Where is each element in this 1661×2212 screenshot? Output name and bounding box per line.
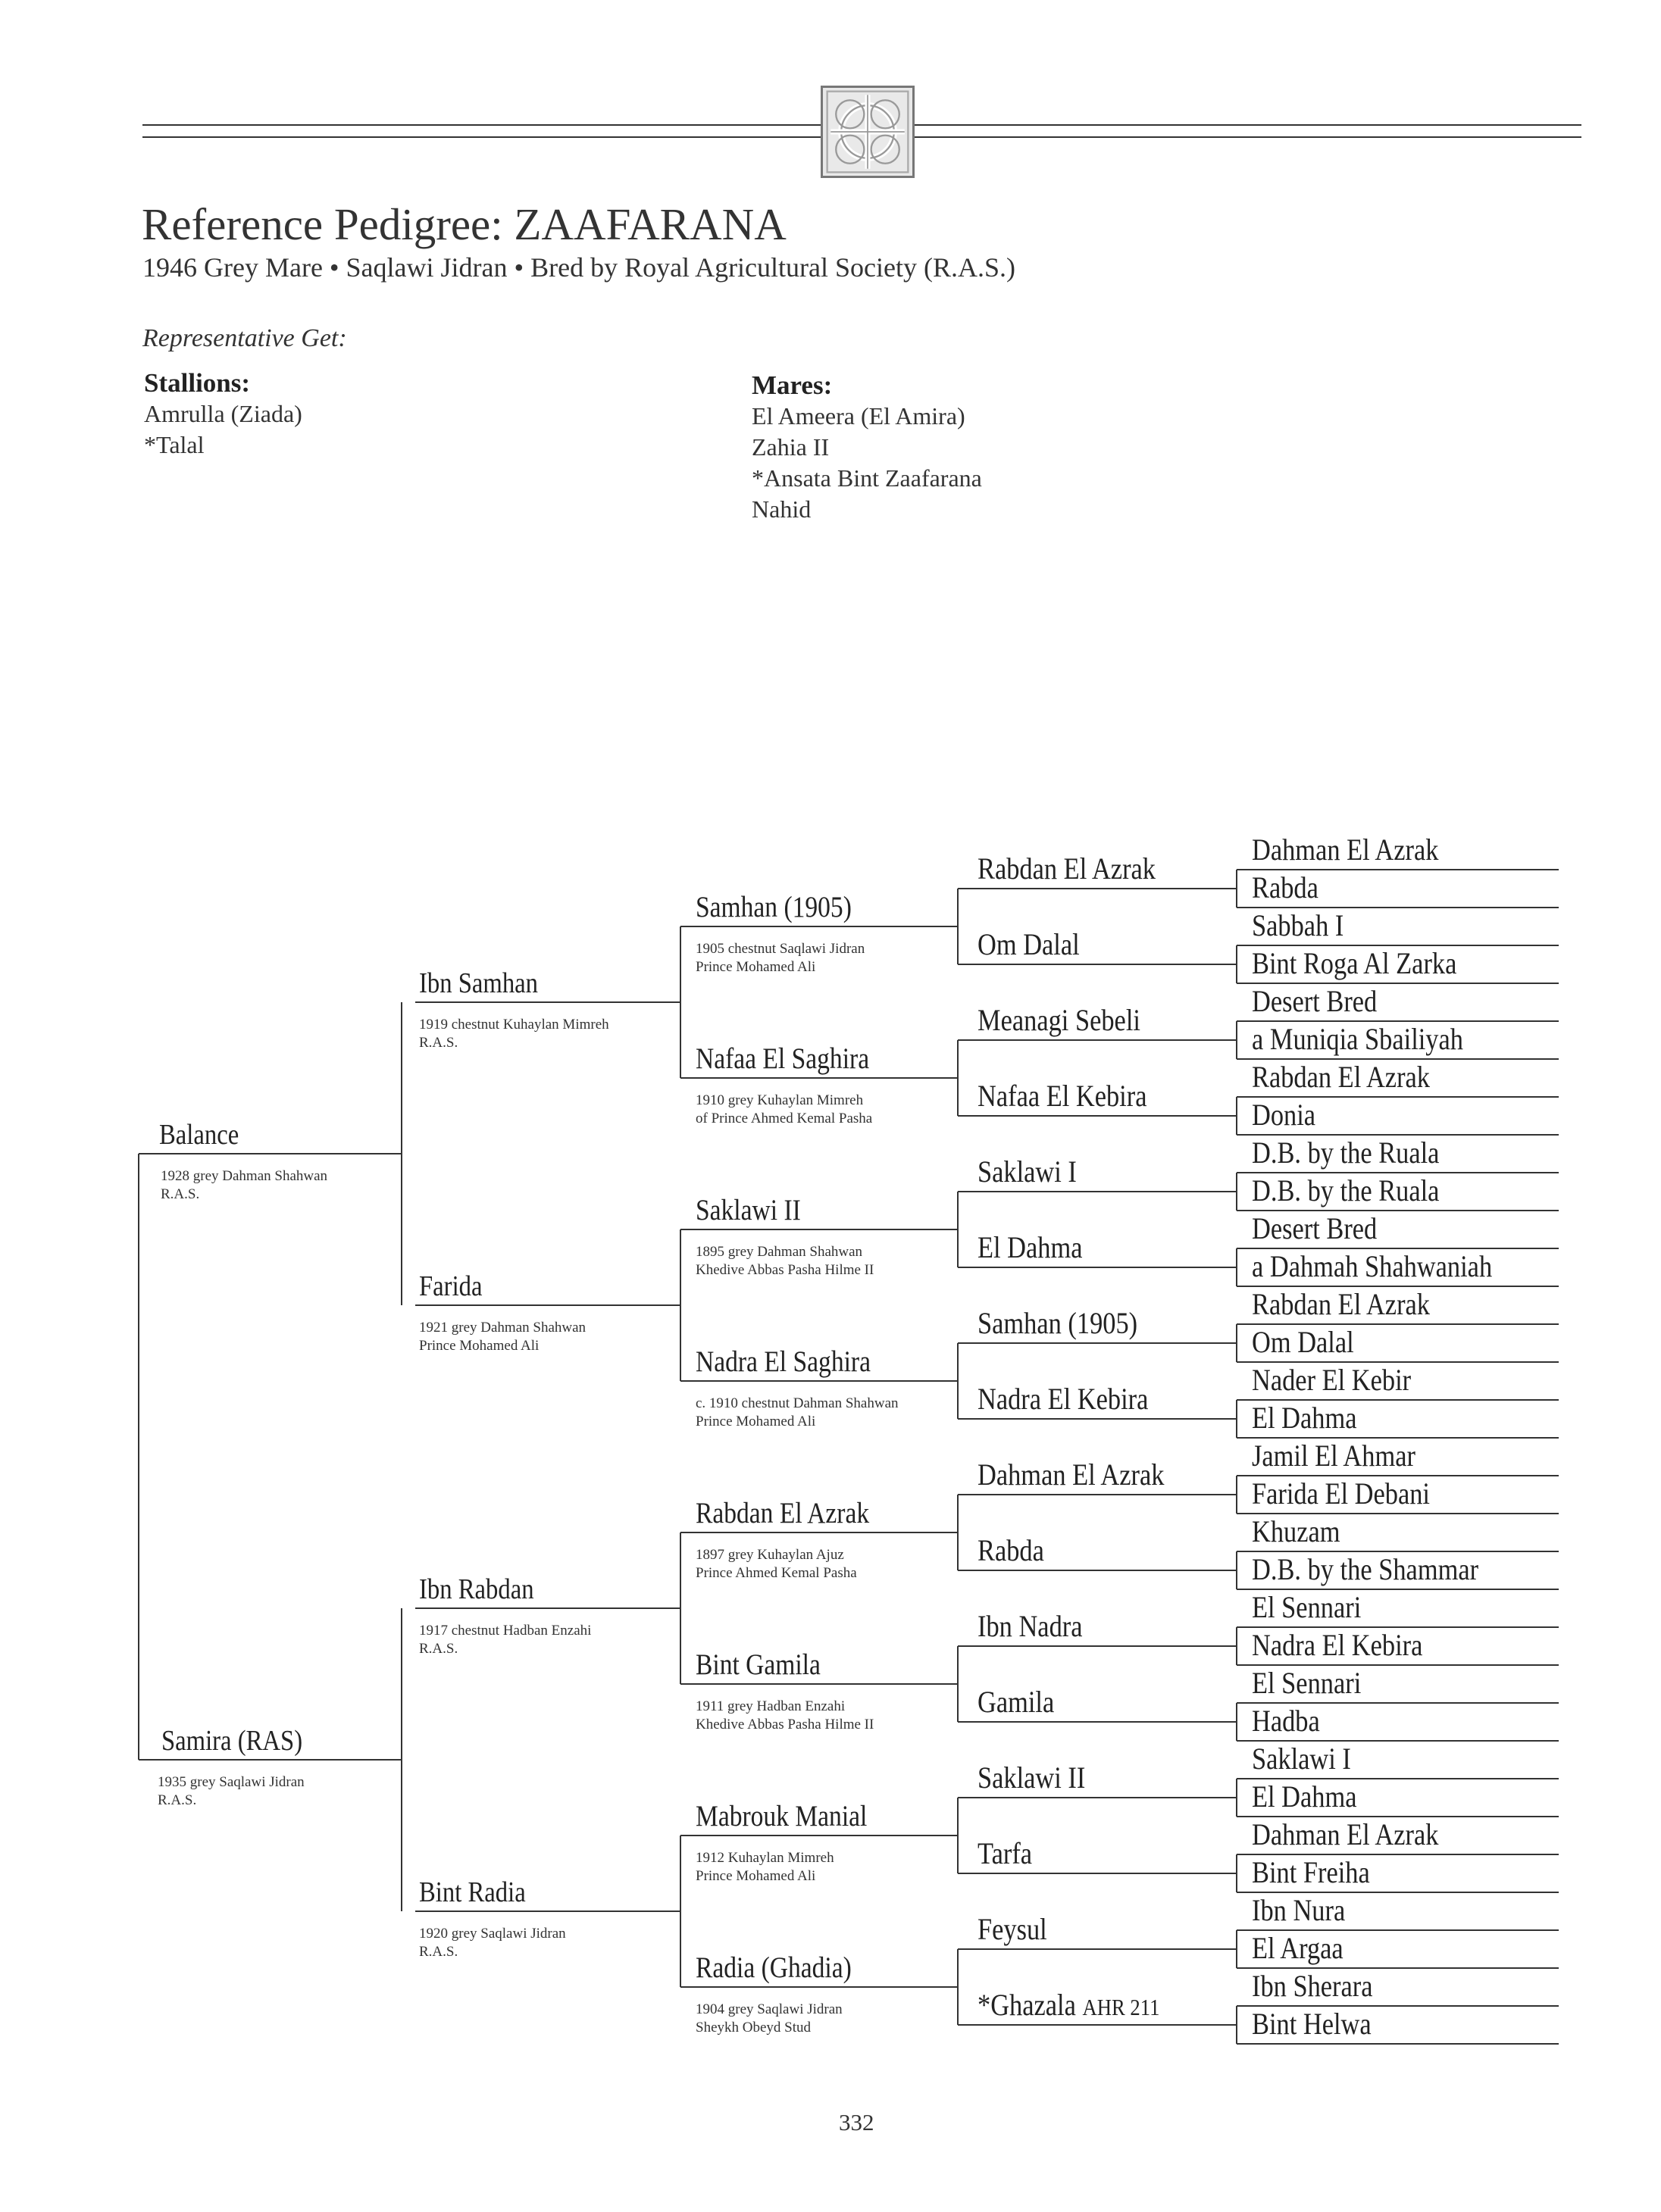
gen3-name: Samhan (1905) [696, 891, 852, 923]
gen2-note [419, 1925, 566, 1961]
gen5-name: Nader El Kebir [1252, 1363, 1412, 1397]
gen5-name: Sabbah I [1252, 908, 1344, 942]
gen4-name: Dahman El Azrak [978, 1457, 1165, 1492]
gen3-note [696, 1849, 834, 1886]
note-line: R.A.S. [158, 1792, 197, 1808]
gen4-name: Feysul [978, 1912, 1047, 1946]
gen2-note [419, 1622, 591, 1658]
gen5-name: Saklawi I [1252, 1742, 1351, 1776]
note-line: R.A.S. [419, 1944, 458, 1960]
note-line: 1917 chestnut Hadban Enzahi [419, 1623, 592, 1639]
gen5-name: D.B. by the Ruala [1252, 1136, 1440, 1170]
gen5-name: a Muniqia Sbailiyah [1252, 1022, 1463, 1056]
gen4-name: Saklawi II [978, 1761, 1086, 1795]
gen5-name: Ibn Sherara [1252, 1969, 1373, 2003]
note-line: Khedive Abbas Pasha Hilme II [696, 1262, 874, 1278]
note-line: R.A.S. [161, 1186, 200, 1202]
gen5-name: a Dahmah Shahwaniah [1252, 1249, 1493, 1283]
registry-number: AHR 211 [1082, 1994, 1160, 2020]
gen5-name: Nadra El Kebira [1252, 1628, 1423, 1662]
mare-item: *Ansata Bint Zaafarana [752, 464, 982, 492]
stallion-item: *Talal [144, 431, 205, 458]
gen5-name: Rabdan El Azrak [1252, 1060, 1430, 1094]
gen4-name-text: *Ghazala [978, 1988, 1076, 2022]
gen3-note [696, 1395, 899, 1431]
gen3-note [696, 1698, 874, 1734]
gen2-name: Ibn Rabdan [419, 1573, 534, 1605]
gen5-name: Hadba [1252, 1704, 1320, 1738]
note-line: 1910 grey Kuhaylan Mimreh [696, 1092, 864, 1108]
gen3-note [696, 1243, 874, 1279]
page-subtitle: 1946 Grey Mare • Saqlawi Jidran • Bred by Royal Agricultural Society (R.A.S.) [142, 252, 1015, 283]
gen5-name: Farida El Debani [1252, 1476, 1430, 1511]
mare-item: Zahia II [752, 433, 830, 461]
gen5-name: Bint Roga Al Zarka [1252, 946, 1457, 980]
note-line: Prince Mohamed Ali [696, 959, 816, 975]
note-line: Prince Mohamed Ali [696, 1868, 816, 1884]
mare-item: El Ameera (El Amira) [752, 402, 965, 430]
gen2-name: Farida [419, 1270, 483, 1302]
gen5-name: Bint Freiha [1252, 1855, 1370, 1889]
gen5-name: Dahman El Azrak [1252, 1817, 1439, 1851]
gen5-name: Ibn Nura [1252, 1893, 1346, 1927]
gen5-name: El Dahma [1252, 1779, 1357, 1814]
note-line: 1911 grey Hadban Enzahi [696, 1698, 846, 1714]
gen5-name: Dahman El Azrak [1252, 833, 1439, 867]
gen3-name: Nadra El Saghira [696, 1345, 871, 1378]
dam-name: Samira (RAS) [161, 1725, 303, 1757]
note-line: 1895 grey Dahman Shahwan [696, 1244, 863, 1260]
gen5-name: El Argaa [1252, 1931, 1344, 1965]
gen3-name: Mabrouk Manial [696, 1800, 868, 1832]
gen2-name: Bint Radia [419, 1876, 526, 1908]
gen5-name: El Dahma [1252, 1401, 1357, 1435]
gen2-note [419, 1319, 586, 1355]
note-line: 1904 grey Saqlawi Jidran [696, 2001, 843, 2017]
gen3-name: Rabdan El Azrak [696, 1497, 870, 1529]
gen3-note [696, 1092, 872, 1128]
gen5-name: D.B. by the Shammar [1252, 1552, 1479, 1586]
gen4-name [978, 1990, 1159, 2020]
gen2-name: Ibn Samhan [419, 967, 539, 999]
note-line: 1912 Kuhaylan Mimreh [696, 1850, 834, 1866]
note-line: 1928 grey Dahman Shahwan [161, 1168, 328, 1184]
gen3-note [696, 940, 865, 976]
stallion-item: Amrulla (Ziada) [144, 400, 302, 427]
note-line: of Prince Ahmed Kemal Pasha [696, 1111, 873, 1126]
note-line: 1921 grey Dahman Shahwan [419, 1320, 587, 1336]
dam-note [158, 1773, 305, 1810]
gen4-name: Nadra El Kebira [978, 1382, 1149, 1416]
note-line: Prince Mohamed Ali [696, 1414, 816, 1429]
note-line: Prince Ahmed Kemal Pasha [696, 1565, 857, 1581]
gen5-name: El Sennari [1252, 1590, 1362, 1624]
gen3-note [696, 1546, 857, 1582]
gen5-name: Desert Bred [1252, 1211, 1378, 1245]
page-number: 332 [839, 2109, 874, 2135]
gen4-name: Saklawi I [978, 1154, 1077, 1189]
mare-item: Nahid [752, 495, 812, 523]
gen5-name: D.B. by the Ruala [1252, 1173, 1440, 1208]
note-line: Sheykh Obeyd Stud [696, 2020, 811, 2035]
note-line: Prince Mohamed Ali [419, 1338, 540, 1354]
note-line: Khedive Abbas Pasha Hilme II [696, 1717, 874, 1732]
gen5-name: Desert Bred [1252, 984, 1378, 1018]
gen5-name: Bint Helwa [1252, 2007, 1372, 2041]
gen4-name: Tarfa [978, 1836, 1033, 1870]
gen5-name: Rabdan El Azrak [1252, 1287, 1430, 1321]
note-line: R.A.S. [419, 1641, 458, 1657]
gen4-name: Samhan (1905) [978, 1306, 1138, 1340]
sire-note [161, 1167, 327, 1204]
gen3-note [696, 2001, 843, 2037]
gen5-name: El Sennari [1252, 1666, 1362, 1700]
gen5-name: Khuzam [1252, 1514, 1340, 1548]
gen3-name: Saklawi II [696, 1194, 801, 1226]
gen4-name: Rabdan El Azrak [978, 851, 1156, 886]
gen4-name: Gamila [978, 1685, 1055, 1719]
gen4-name: Om Dalal [978, 927, 1080, 961]
gen4-name: Rabda [978, 1533, 1044, 1567]
note-line: 1920 grey Saqlawi Jidran [419, 1926, 566, 1942]
note-line: c. 1910 chestnut Dahman Shahwan [696, 1395, 899, 1411]
note-line: 1919 chestnut Kuhaylan Mimreh [419, 1017, 609, 1033]
note-line: 1897 grey Kuhaylan Ajuz [696, 1547, 844, 1563]
gen2-note [419, 1016, 609, 1052]
representative-get-label: Representative Get: [142, 324, 347, 352]
stallions-heading: Stallions: [144, 368, 251, 398]
gen5-name: Rabda [1252, 870, 1318, 904]
gen3-name: Bint Gamila [696, 1648, 821, 1681]
page-title: Reference Pedigree: ZAAFARANA [142, 199, 787, 249]
gen3-name: Radia (Ghadia) [696, 1951, 852, 1984]
sire-name: Balance [159, 1119, 239, 1151]
gen5-name: Donia [1252, 1098, 1316, 1132]
note-line: 1905 chestnut Saqlawi Jidran [696, 941, 865, 957]
gen5-name: Jamil El Ahmar [1252, 1439, 1415, 1473]
mares-heading: Mares: [752, 370, 833, 400]
gen4-name: Nafaa El Kebira [978, 1079, 1147, 1113]
gen4-name: Meanagi Sebeli [978, 1003, 1140, 1037]
note-line: 1935 grey Saqlawi Jidran [158, 1774, 305, 1790]
gen4-name: El Dahma [978, 1230, 1083, 1264]
gen5-name: Om Dalal [1252, 1325, 1354, 1359]
note-line: R.A.S. [419, 1035, 458, 1051]
gen3-name: Nafaa El Saghira [696, 1042, 870, 1075]
gen4-name: Ibn Nadra [978, 1609, 1083, 1643]
